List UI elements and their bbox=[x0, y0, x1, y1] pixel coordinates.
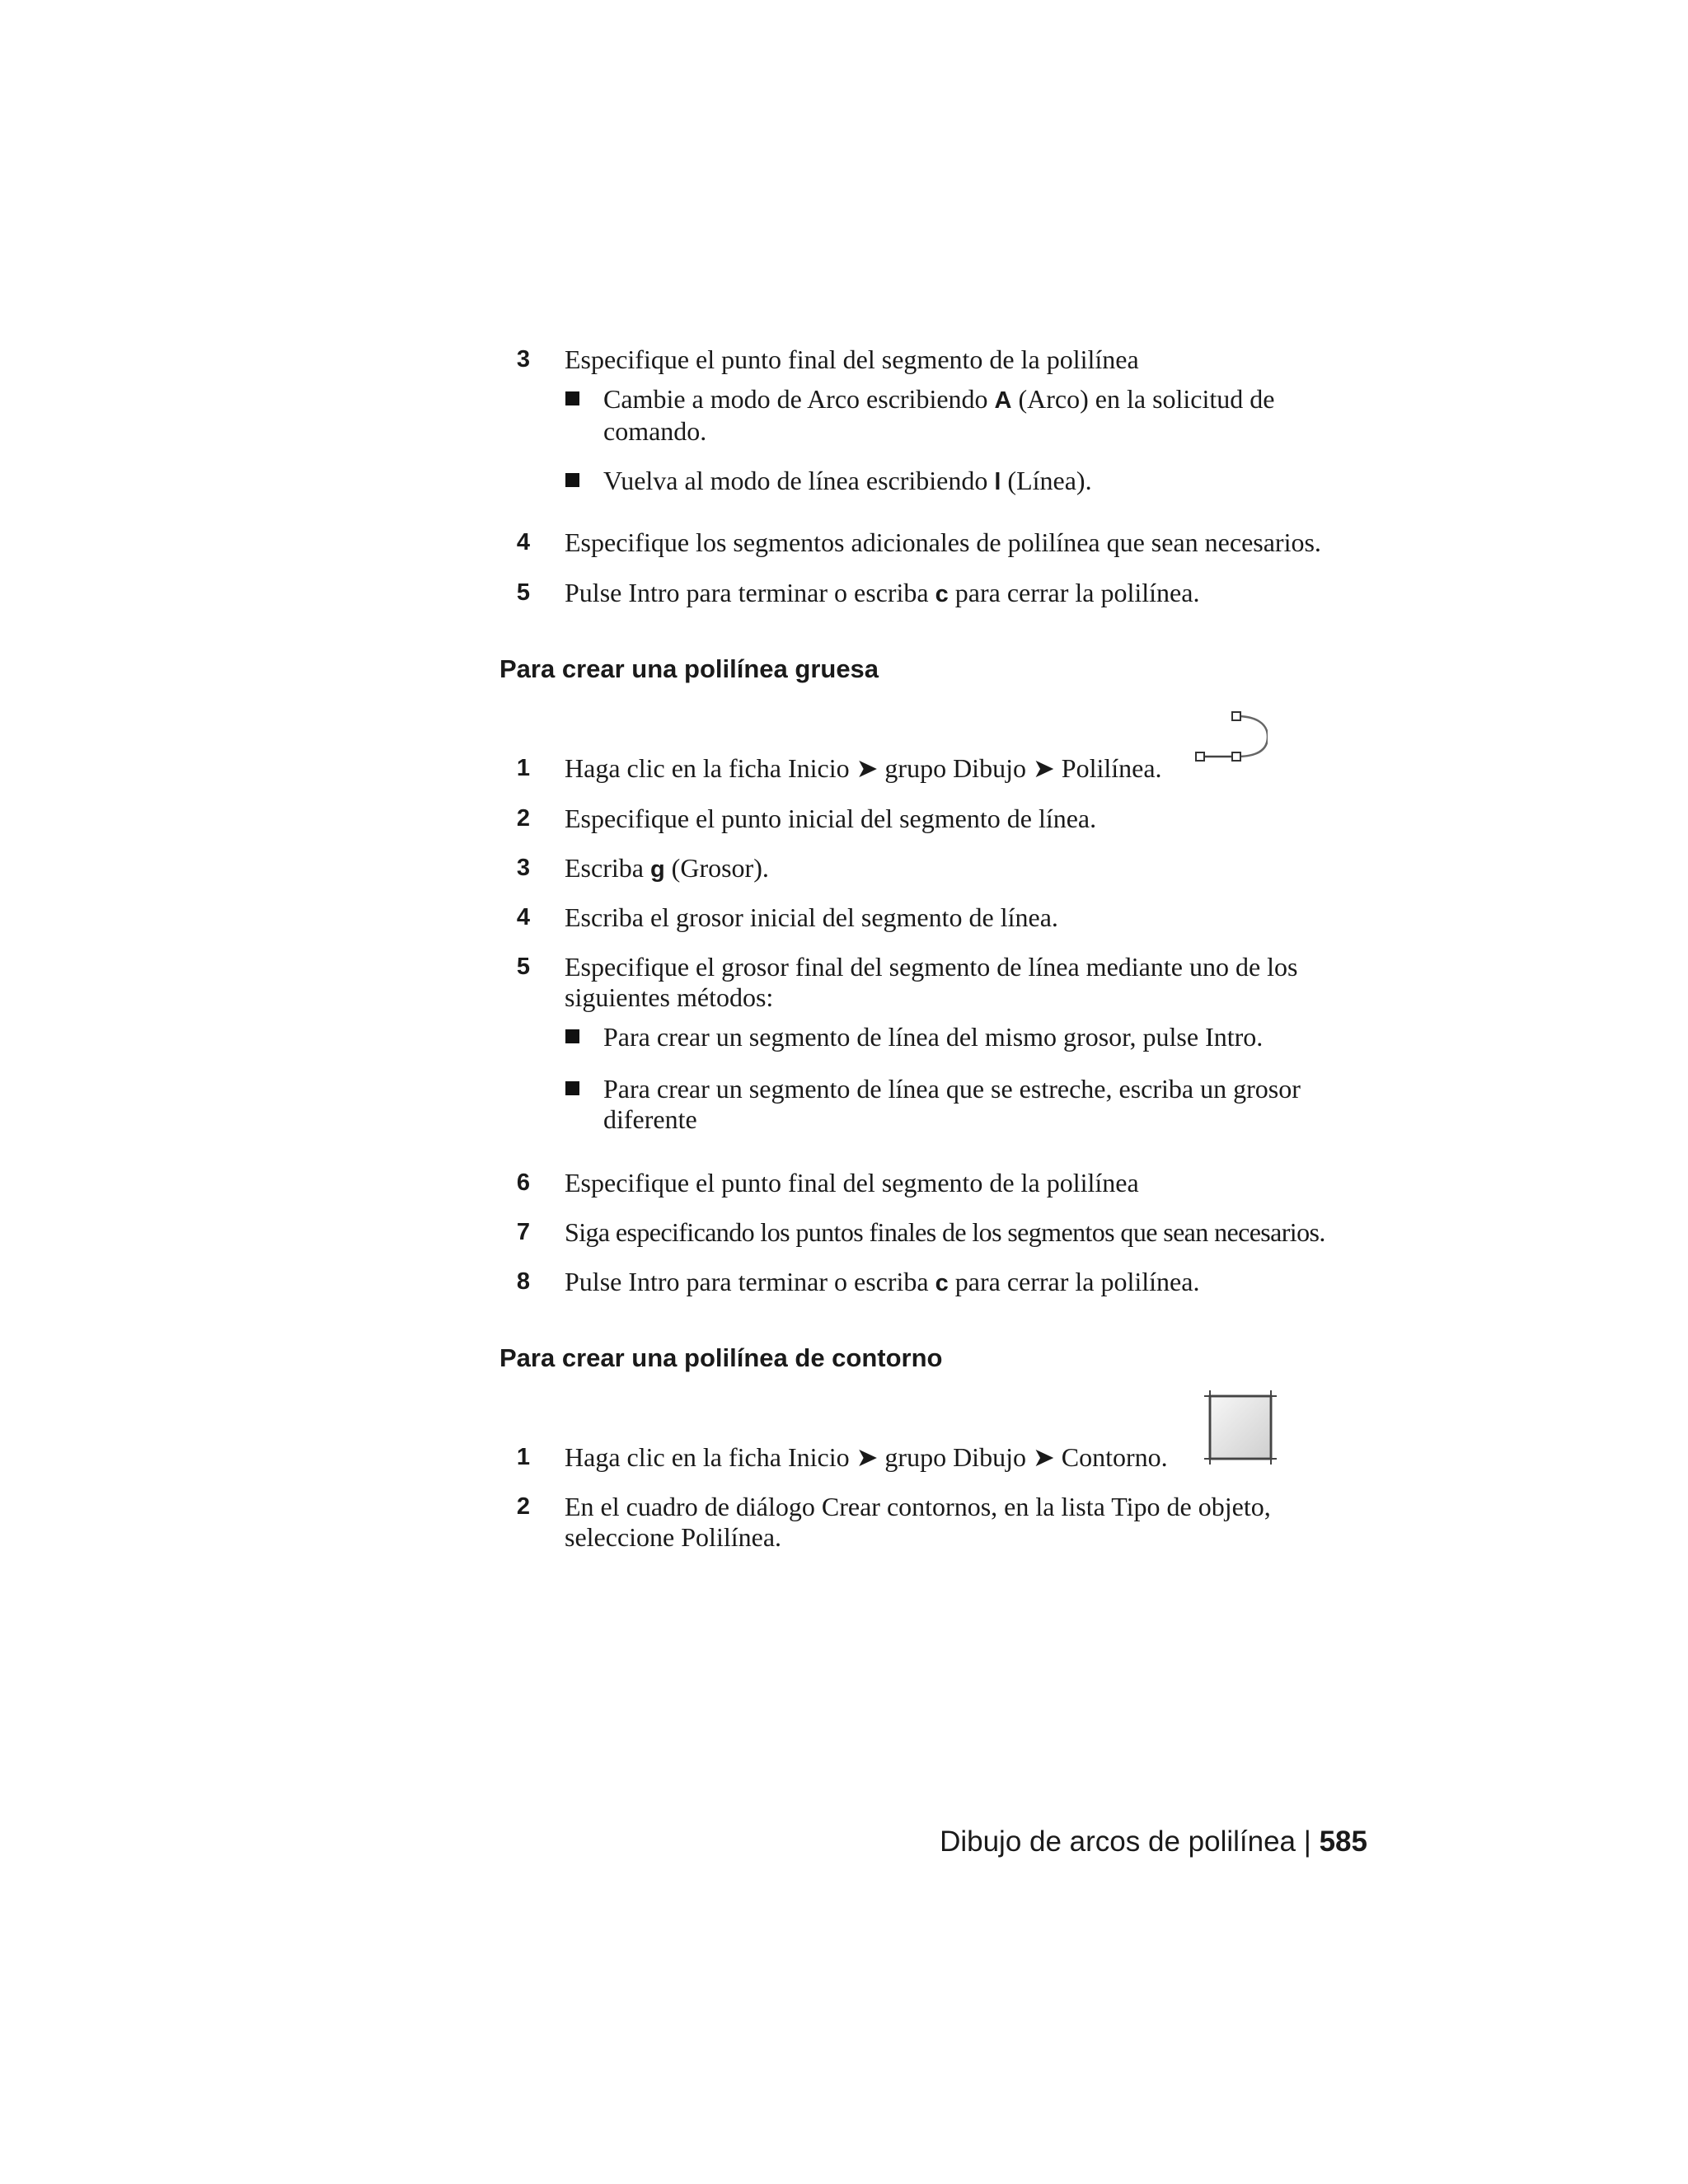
step-number: 1 bbox=[516, 1444, 531, 1470]
keyword: g bbox=[649, 856, 665, 883]
step-text: (Grosor). bbox=[664, 853, 769, 883]
keyword: l bbox=[994, 469, 1001, 495]
step-number: 6 bbox=[516, 1169, 531, 1196]
step-number: 7 bbox=[516, 1219, 531, 1245]
step-number: 3 bbox=[516, 855, 531, 881]
step-text: Pulse Intro para terminar o escriba bbox=[565, 1267, 935, 1296]
section-heading: Para crear una polilínea gruesa bbox=[499, 654, 879, 683]
bullet-text: diferente bbox=[603, 1104, 697, 1134]
step-text: Siga especificando los puntos finales de los segmentos que sean necesarios. bbox=[565, 1217, 1325, 1247]
square-bullet-icon bbox=[565, 1081, 579, 1095]
section-heading: Para crear una polilínea de contorno bbox=[499, 1343, 943, 1372]
square-bullet-icon bbox=[565, 1029, 579, 1043]
keyword: A bbox=[994, 387, 1012, 414]
bullet-text: Cambie a modo de Arco escribiendo bbox=[603, 384, 995, 414]
page-number: 585 bbox=[1319, 1825, 1367, 1858]
step-number: 4 bbox=[516, 904, 531, 930]
step-text: Especifique el punto inicial del segmento de línea. bbox=[565, 804, 1097, 833]
step-text: Especifique el punto final del segmento de la polilínea bbox=[565, 1168, 1139, 1197]
bullet-text: Vuelva al modo de línea escribiendo bbox=[603, 466, 995, 495]
step-number: 3 bbox=[516, 346, 531, 373]
footer-separator: | bbox=[1303, 1825, 1311, 1858]
footer-title: Dibujo de arcos de polilínea bbox=[940, 1825, 1296, 1858]
step-number: 1 bbox=[516, 755, 531, 781]
bullet-text: (Arco) en la solicitud de bbox=[1011, 384, 1275, 414]
keyword: c bbox=[935, 581, 949, 607]
step-text: Escriba bbox=[565, 853, 650, 883]
bullet-text: comando. bbox=[603, 416, 707, 446]
step-text: En el cuadro de diálogo Crear contornos, en la lista Tipo de objeto, bbox=[565, 1492, 1271, 1521]
polyline-icon bbox=[1193, 709, 1268, 766]
keyword: c bbox=[935, 1270, 949, 1296]
step-text: Especifique el grosor final del segmento de línea mediante uno de los bbox=[565, 952, 1298, 982]
step-text: Especifique los segmentos adicionales de polilínea que sean necesarios. bbox=[565, 527, 1321, 557]
step-number: 2 bbox=[516, 805, 531, 832]
step-text: siguientes métodos: bbox=[565, 982, 774, 1012]
step-text: Especifique el punto final del segmento de la polilínea bbox=[565, 344, 1139, 374]
step-number: 4 bbox=[516, 529, 531, 555]
step-text: seleccione Polilínea. bbox=[565, 1522, 782, 1552]
step-text: para cerrar la polilínea. bbox=[948, 1267, 1200, 1296]
boundary-icon bbox=[1203, 1390, 1278, 1465]
step-text: Haga clic en la ficha Inicio ➤ grupo Dibujo ➤ Polilínea. bbox=[565, 753, 1162, 783]
page-footer bbox=[940, 1825, 1367, 1858]
step-text: Haga clic en la ficha Inicio ➤ grupo Dibujo ➤ Contorno. bbox=[565, 1442, 1168, 1472]
bullet-text: Para crear un segmento de línea del mismo grosor, pulse Intro. bbox=[603, 1022, 1264, 1052]
bullet-text: (Línea). bbox=[1001, 466, 1092, 495]
step-text: para cerrar la polilínea. bbox=[948, 578, 1200, 607]
step-number: 5 bbox=[516, 579, 531, 606]
step-number: 5 bbox=[516, 954, 531, 980]
step-number: 8 bbox=[516, 1268, 531, 1295]
square-bullet-icon bbox=[565, 473, 579, 487]
step-text: Escriba el grosor inicial del segmento de línea. bbox=[565, 902, 1058, 932]
square-bullet-icon bbox=[565, 391, 579, 405]
step-number: 2 bbox=[516, 1493, 531, 1520]
step-text: Pulse Intro para terminar o escriba bbox=[565, 578, 935, 607]
bullet-text: Para crear un segmento de línea que se estreche, escriba un grosor bbox=[603, 1074, 1301, 1104]
